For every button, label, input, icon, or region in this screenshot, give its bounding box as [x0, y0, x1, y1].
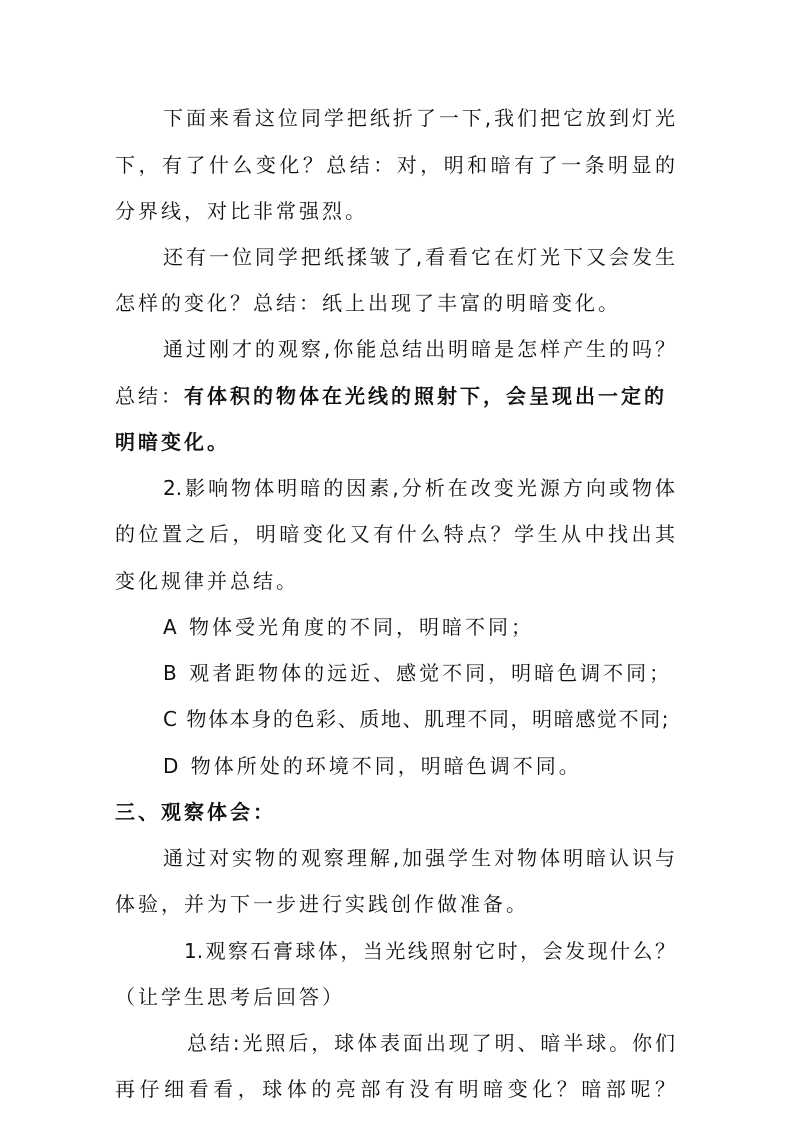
paragraph-line: 的位置之后，明暗变化又有什么特点？学生从中找出其 [115, 522, 675, 546]
paragraph-line: 1.观察石膏球体，当光线照射它时，会发现什么？ [184, 939, 675, 963]
list-item: B 观者距物体的远近、感觉不同，明暗色调不同； [163, 661, 673, 685]
paragraph-line: 变化规律并总结。 [115, 569, 299, 593]
summary-label: 总结： [115, 384, 184, 408]
summary-bold-line: 明暗变化。 [115, 430, 230, 454]
paragraph-line: 体验，并为下一步进行实践创作做准备。 [115, 892, 529, 916]
list-item: C 物体本身的色彩、质地、肌理不同，明暗感觉不同; [163, 707, 671, 731]
section-heading: 三、观察体会： [115, 800, 276, 824]
paragraph-line: 总结:光照后，球体表面出现了明、暗半球。你们 [187, 1031, 675, 1055]
paragraph-line: 怎样的变化？总结：纸上出现了丰富的明暗变化。 [115, 291, 621, 315]
list-item: D 物体所处的环境不同，明暗色调不同。 [163, 754, 582, 778]
summary-line [115, 380, 675, 412]
paragraph-line: 通过对实物的观察理解,加强学生对物体明暗认识与 [163, 846, 675, 870]
paragraph-line: 还有一位同学把纸揉皱了,看看它在灯光下又会发生 [163, 245, 675, 269]
paragraph-line: 分界线，对比非常强烈。 [115, 199, 368, 223]
list-item: A 物体受光角度的不同，明暗不同； [163, 615, 535, 639]
paragraph-line: 再仔细看看，球体的亮部有没有明暗变化？暗部呢？ [115, 1077, 675, 1101]
summary-bold-text: 有体积的物体在光线的照射下，会呈现出一定的 [184, 384, 667, 408]
paragraph-line: 下面来看这位同学把纸折了一下,我们把它放到灯光 [163, 106, 675, 130]
paragraph-line: 下，有了什么变化？总结：对，明和暗有了一条明显的 [115, 153, 675, 177]
paragraph-line: （让学生思考后回答） [115, 985, 345, 1009]
paragraph-line: 通过刚才的观察,你能总结出明暗是怎样产生的吗？ [163, 337, 675, 361]
paragraph-line: 2.影响物体明暗的因素,分析在改变光源方向或物体 [163, 476, 675, 500]
